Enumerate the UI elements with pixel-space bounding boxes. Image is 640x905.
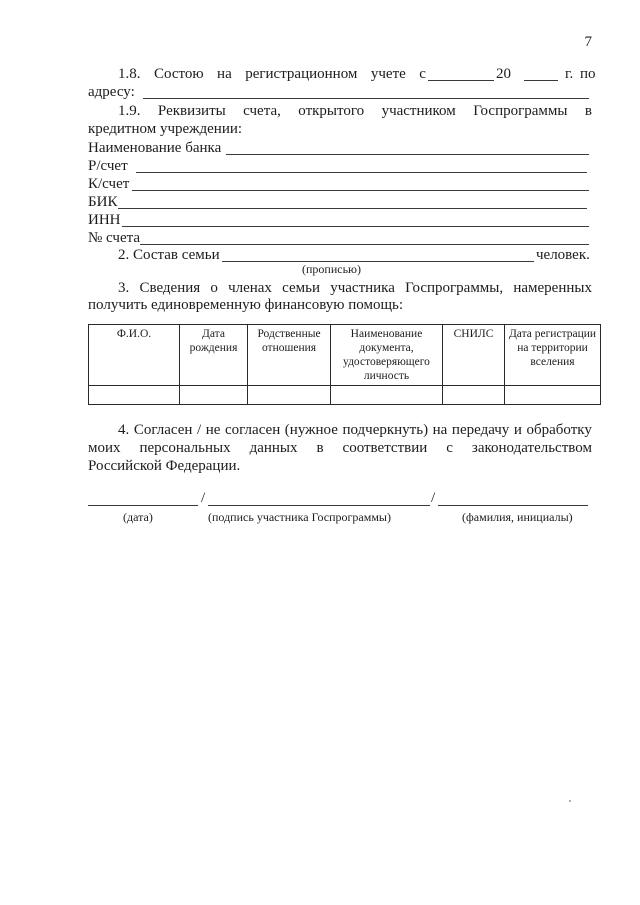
s18-word: Состою xyxy=(153,66,204,82)
ks-line[interactable] xyxy=(132,190,589,191)
col-header-snils: СНИЛС xyxy=(443,325,505,386)
s4-word: в xyxy=(316,440,324,456)
col-header-birthdate: Дата рождения xyxy=(180,325,248,386)
page-number: 7 xyxy=(584,34,592,50)
date-signature-line[interactable] xyxy=(88,505,198,506)
s4-word: данных xyxy=(249,440,298,456)
s18-word: учете xyxy=(370,66,406,82)
participant-signature-line[interactable] xyxy=(208,505,430,506)
s4-word: передачу xyxy=(451,422,510,438)
col-header-registration-date: Дата регистрации на территории вселения xyxy=(505,325,601,386)
family-members-table xyxy=(88,324,601,405)
signature-separator: / xyxy=(201,490,206,506)
s19-word: счета, xyxy=(243,103,281,119)
section-3-line1 xyxy=(118,279,592,297)
s18-word: 1.8. xyxy=(118,66,141,82)
table-cell[interactable] xyxy=(331,386,443,405)
s18-word: на xyxy=(217,66,232,82)
bik-label: БИК xyxy=(88,194,118,210)
s4-word: персональных xyxy=(139,440,231,456)
s3-word: Госпрограммы, xyxy=(405,280,504,296)
section-4-line1 xyxy=(118,421,592,439)
family-label: 2. Состав семьи xyxy=(118,247,220,263)
s19-word: Реквизиты xyxy=(157,103,226,119)
s18-word: регистрационном xyxy=(245,66,358,82)
s18-word: с xyxy=(419,66,426,82)
date-caption: (дата) xyxy=(123,510,153,524)
s3-word: членах xyxy=(228,280,272,296)
s3-word: 3. xyxy=(118,280,130,296)
ks-label: К/счет xyxy=(88,176,130,192)
s19-word: 1.9. xyxy=(118,103,141,119)
inn-line[interactable] xyxy=(122,226,589,227)
section-1-9-line1 xyxy=(118,102,592,120)
address-label: адресу: xyxy=(88,84,135,100)
year-prefix: 20 xyxy=(496,66,511,82)
table-cell[interactable] xyxy=(505,386,601,405)
table-row xyxy=(89,386,601,405)
s4-word: законодательством xyxy=(471,440,592,456)
registration-date-line[interactable] xyxy=(428,80,494,81)
s4-word: не xyxy=(205,422,221,438)
col-header-document: Наименование документа, удостоверяющего личность xyxy=(331,325,443,386)
po-word: по xyxy=(580,66,596,82)
address-line[interactable] xyxy=(143,98,589,99)
s4-word: подчеркнуть) xyxy=(342,422,429,438)
family-count-line[interactable] xyxy=(222,261,534,262)
s19-word: участником xyxy=(381,103,456,119)
s4-word: / xyxy=(196,422,202,438)
scan-speck xyxy=(569,800,571,802)
signature-separator: / xyxy=(431,490,436,506)
rs-line[interactable] xyxy=(136,172,587,173)
table-header-row xyxy=(89,325,601,386)
s3-word: Сведения xyxy=(139,280,201,296)
sign-caption: (подпись участника Госпрограммы) xyxy=(208,510,391,524)
s3-word: о xyxy=(210,280,218,296)
s19-line2: кредитном учреждении: xyxy=(88,121,243,137)
s19-word: в xyxy=(584,103,592,119)
table-cell[interactable] xyxy=(180,386,248,405)
bik-line[interactable] xyxy=(118,208,587,209)
s4-line3: Российской Федерации. xyxy=(88,458,241,474)
s3-line2: получить единовременную финансовую помощь: xyxy=(88,297,404,313)
table-cell[interactable] xyxy=(443,386,505,405)
name-caption: (фамилия, инициалы) xyxy=(462,510,573,524)
s4-word: Согласен xyxy=(133,422,193,438)
inn-label: ИНН xyxy=(88,212,121,228)
s3-word: участника xyxy=(330,280,395,296)
s4-word: и xyxy=(513,422,522,438)
name-signature-line[interactable] xyxy=(438,505,588,506)
s4-word: обработку xyxy=(526,422,592,438)
s19-word: открытого xyxy=(298,103,365,119)
registration-year-line[interactable] xyxy=(524,80,558,81)
s4-word: согласен xyxy=(225,422,281,438)
col-header-fio: Ф.И.О. xyxy=(89,325,180,386)
s4-word: на xyxy=(432,422,448,438)
rs-label: Р/счет xyxy=(88,158,128,174)
account-line[interactable] xyxy=(140,244,589,245)
s4-word: моих xyxy=(88,440,121,456)
s19-word: Госпрограммы xyxy=(473,103,568,119)
s4-word: 4. xyxy=(118,422,130,438)
s4-word: соответствии xyxy=(342,440,428,456)
s4-word: (нужное xyxy=(284,422,338,438)
col-header-relation: Родственные отношения xyxy=(248,325,331,386)
table-cell[interactable] xyxy=(248,386,331,405)
s3-word: намеренных xyxy=(513,280,592,296)
s3-word: семьи xyxy=(282,280,320,296)
section-4-line2 xyxy=(88,439,592,457)
year-suffix: г. xyxy=(565,66,574,82)
account-label: № счета xyxy=(88,230,141,246)
s4-word: с xyxy=(446,440,453,456)
table-cell[interactable] xyxy=(89,386,180,405)
bank-name-label: Наименование банка xyxy=(88,140,222,156)
bank-name-line[interactable] xyxy=(226,154,589,155)
family-caption: (прописью) xyxy=(302,262,362,276)
family-suffix: человек. xyxy=(536,247,590,263)
